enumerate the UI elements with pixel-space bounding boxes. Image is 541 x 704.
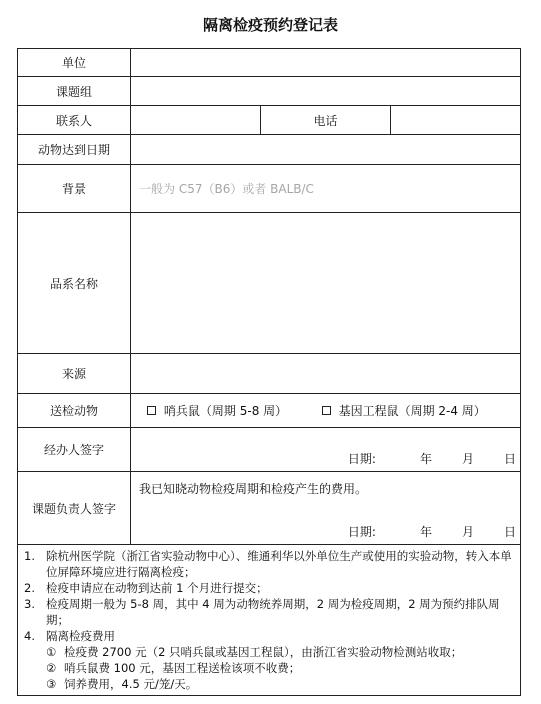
row-source bbox=[18, 354, 521, 394]
notes-section bbox=[18, 545, 521, 696]
month-label: 月 bbox=[461, 452, 474, 466]
unit-label: 单位 bbox=[18, 49, 131, 77]
phone-field[interactable] bbox=[391, 106, 521, 135]
sentinel-mouse-checkbox[interactable] bbox=[147, 406, 156, 415]
fee-item: ① 检疫费 2700 元（2 只哨兵鼠或基因工程鼠），由浙江省实验动物检测站收取； bbox=[46, 645, 463, 659]
source-field[interactable] bbox=[131, 354, 521, 394]
row-strain bbox=[18, 213, 521, 354]
row-animal-type bbox=[18, 394, 521, 428]
note-item: 4. 隔离检疫费用 bbox=[24, 629, 115, 643]
sentinel-mouse-label: 哨兵鼠（周期 5-8 周） bbox=[163, 404, 288, 418]
year-label: 年 bbox=[419, 525, 432, 539]
leader-sign-field[interactable] bbox=[131, 472, 521, 545]
sentinel-mouse-option[interactable] bbox=[147, 402, 286, 419]
row-notes bbox=[18, 545, 521, 696]
year-label: 年 bbox=[419, 452, 432, 466]
strain-label: 品系名称 bbox=[18, 213, 131, 354]
contact-field[interactable] bbox=[131, 106, 261, 135]
animal-type-label: 送检动物 bbox=[18, 394, 131, 428]
handler-sign-field[interactable] bbox=[131, 428, 521, 472]
row-unit bbox=[18, 49, 521, 77]
note-item: 1. 除杭州医学院（浙江省实验动物中心）、维通利华以外单位生产或使用的实验动物，转入本单位屏障环境应进行隔离检疫； bbox=[24, 549, 512, 579]
note-item: 2. 检疫申请应在动物到达前 1 个月进行提交； bbox=[24, 581, 268, 595]
row-contact bbox=[18, 106, 521, 135]
unit-field[interactable] bbox=[131, 49, 521, 77]
group-label: 课题组 bbox=[18, 77, 131, 106]
date-label: 日期: bbox=[347, 525, 376, 539]
row-leader-sign bbox=[18, 472, 521, 545]
arrival-date-label: 动物达到日期 bbox=[18, 135, 131, 165]
row-arrival-date bbox=[18, 135, 521, 165]
leader-sign-label: 课题负责人签字 bbox=[18, 472, 131, 545]
handler-date-line bbox=[348, 450, 516, 467]
phone-label: 电话 bbox=[261, 106, 391, 135]
gm-mouse-checkbox[interactable] bbox=[322, 406, 331, 415]
gm-mouse-option[interactable] bbox=[322, 402, 484, 419]
handler-sign-label: 经办人签字 bbox=[18, 428, 131, 472]
row-background bbox=[18, 165, 521, 213]
background-placeholder: 一般为 C57（B6）或者 BALB/C bbox=[139, 182, 314, 196]
source-label: 来源 bbox=[18, 354, 131, 394]
background-label: 背景 bbox=[18, 165, 131, 213]
date-label: 日期: bbox=[347, 452, 376, 466]
strain-field[interactable] bbox=[131, 213, 521, 354]
fee-acknowledgement: 我已知晓动物检疫周期和检疫产生的费用。 bbox=[139, 482, 368, 496]
form-title: 隔离检疫预约登记表 bbox=[202, 16, 338, 34]
row-group bbox=[18, 77, 521, 106]
fee-item: ② 哨兵鼠费 100 元，基因工程送检该项不收费； bbox=[46, 661, 301, 675]
arrival-date-field[interactable] bbox=[131, 135, 521, 165]
animal-type-options bbox=[131, 394, 521, 428]
group-field[interactable] bbox=[131, 77, 521, 106]
contact-label: 联系人 bbox=[18, 106, 131, 135]
day-label: 日 bbox=[503, 452, 516, 466]
row-handler-sign bbox=[18, 428, 521, 472]
note-item: 3. 检疫周期一般为 5-8 周，其中 4 周为动物统养周期，2 周为检疫周期，2 周为预约排队周期； bbox=[24, 597, 500, 627]
day-label: 日 bbox=[503, 525, 516, 539]
leader-date-line bbox=[348, 523, 516, 540]
background-field[interactable] bbox=[131, 165, 521, 213]
fee-item: ③ 饲养费用，4.5 元/笼/天。 bbox=[46, 677, 198, 691]
gm-mouse-label: 基因工程鼠（周期 2-4 周） bbox=[338, 404, 486, 418]
registration-form bbox=[17, 48, 521, 696]
month-label: 月 bbox=[461, 525, 474, 539]
